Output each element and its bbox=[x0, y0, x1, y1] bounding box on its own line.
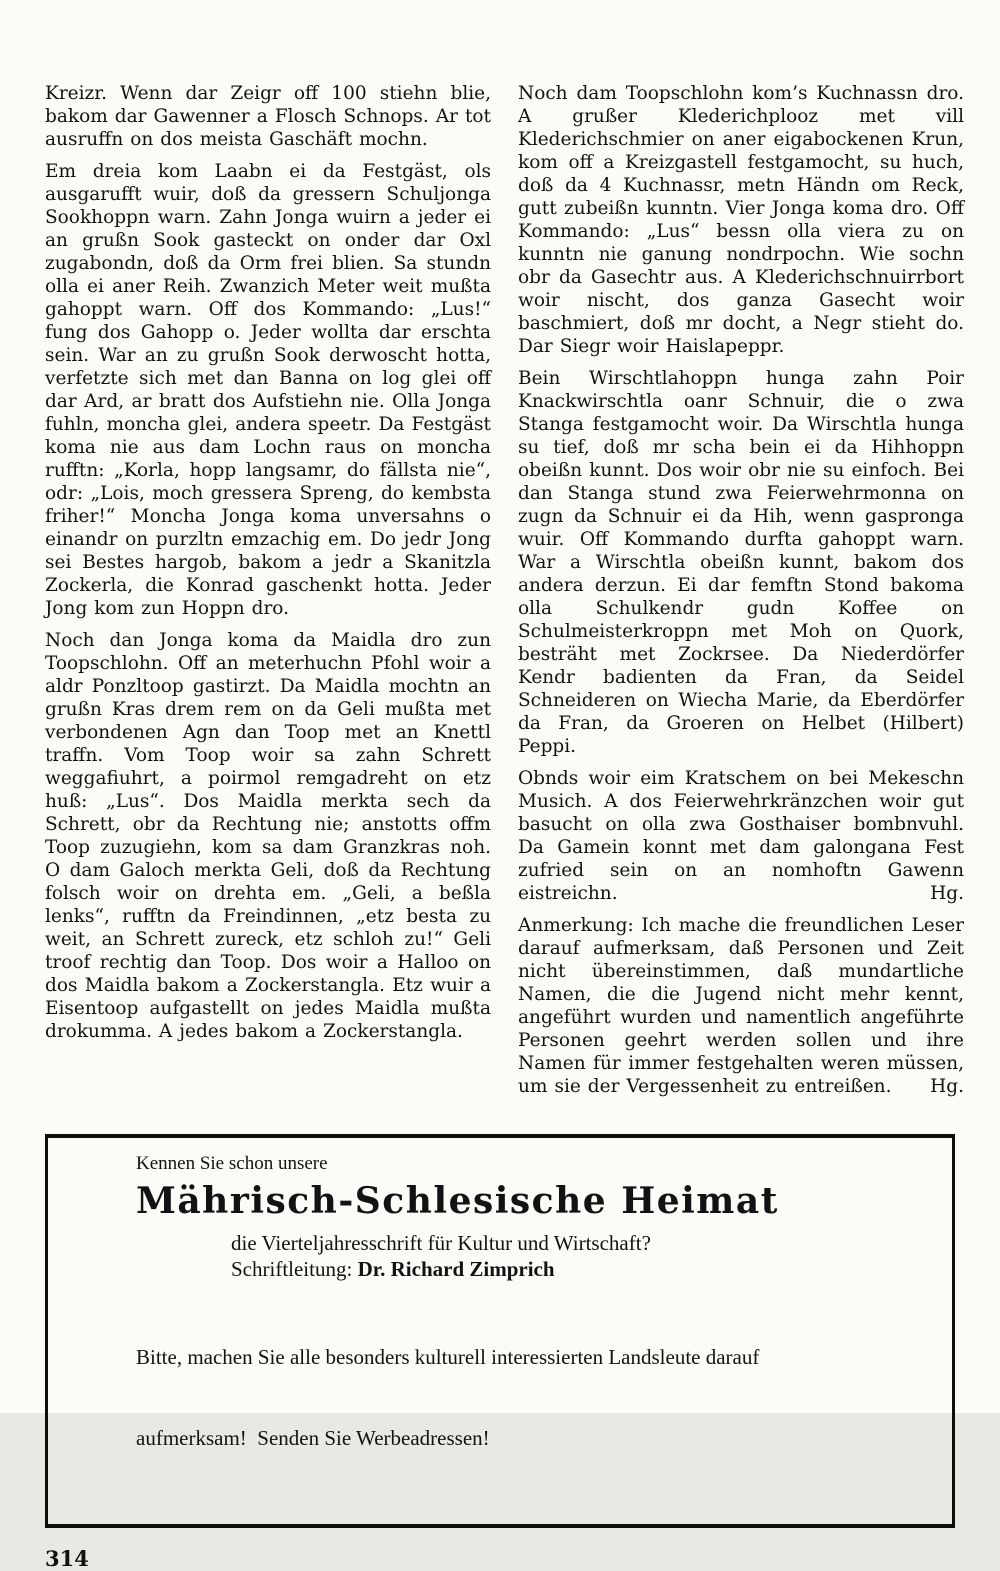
advertisement-box bbox=[45, 1134, 955, 1528]
paragraph-text: Obnds woir eim Kratschem on bei Mekeschn Musich. A dos Feierwehrkränzchen woir gut basucht on olla zwa Gosthaiser bombnvuhl. Da Gamein konnt met dam galongana Fest zufried sein on an nomhoftn Gawenn eistreichn. bbox=[518, 768, 964, 904]
ad-cta-line: Bitte, machen Sie alle besonders kulturell interessierten Landsleute darauf bbox=[136, 1345, 760, 1369]
ad-cta-line: aufmerksam! Senden Sie Werbeadressen! bbox=[136, 1426, 490, 1450]
ad-intro-line: Kennen Sie schon unsere bbox=[136, 1153, 328, 1174]
article-paragraph-signed bbox=[518, 914, 964, 1098]
article-paragraph: Kreizr. Wenn dar Zeigr off 100 stiehn blie, bakom dar Gawenner a Flosch Schnops. Ar tot ausruffn on dos meista Gaschäft mochn. bbox=[45, 83, 491, 150]
article-columns bbox=[45, 82, 964, 1098]
author-initials: Hg. bbox=[930, 883, 964, 904]
paragraph-text: Anmerkung: Ich mache die freundlichen Leser darauf aufmerksam, daß Personen und Zeit nicht übereinstimmen, daß mundartliche Namen, die die Jugend nicht mehr kennt, angeführt wurden und namentlich angeführte Personen geehrt werden sollen und ihre Namen für immer festgehalten weren müssen, um sie der Vergessenheit zu entreißen. bbox=[518, 915, 964, 1097]
ad-call-to-action bbox=[136, 1290, 922, 1506]
page-number: 314 bbox=[45, 1546, 89, 1571]
article-paragraph: Noch dam Toopschlohn kom’s Kuchnassn dro. A grußer Klederichplooz met vill Klederichschmier on aner eigabockenen Krun, kom off a Kreizgastell festgamocht, su huch, doß da 4 Kuchnassr, metn Händn om Reck, gutt zubeißn kunntn. Vier Jonga koma dro. Off Kommando: „Lus“ bessn olla viera zu on kunntn nie ganung nondrpochn. Wie sochn obr da Gasechtr aus. A Klederichschnuirrbort woir nischt, dos ganza Gasecht woir baschmiert, doß mr docht, a Negr stieht do. Dar Siegr woir Haislapeppr. bbox=[518, 83, 964, 357]
ad-editor-line bbox=[231, 1256, 922, 1282]
article-paragraph: Bein Wirschtlahoppn hunga zahn Poir Knackwirschtla oanr Schnuir, die o zwa Stanga festgamocht woir. Da Wirschtla hunga su tief, doß mr scha bein ei da Hihhoppn obeißn kunnt. Dos woir obr nie su einfoch. Bei dan Stanga stund zwa Feierwehrmonna on zugn da Schnuir ei da Hih, wenn gaspronga wuir. Off Kommando durfta gahoppt warn. War a Wirschtla obeißn kunnt, bakom dos andera derzun. Ei dar femftn Stond bakoma olla Schulkendr gudn Koffee on Schulmeisterkroppn met Moh on Quork, besträht met Zockrsee. Da Niederdörfer Kendr badienten da Fran, da Seidel Schneideren on Wiecha Marie, da Eberdörfer da Fran, da Groeren on Helbet (Hilbert) Peppi. bbox=[518, 368, 964, 757]
ad-subtitle-block bbox=[231, 1230, 922, 1282]
ad-subtitle: die Vierteljahresschrift für Kultur und Wirtschaft? bbox=[231, 1231, 651, 1255]
article-paragraph-signed bbox=[518, 767, 964, 905]
ad-editor-label: Schriftleitung: bbox=[231, 1257, 353, 1281]
article-paragraph: Em dreia kom Laabn ei da Festgäst, ols ausgarufft wuir, doß da gressern Schuljonga Sookhoppn warn. Zahn Jonga wuirn a jeder ei an grußn Sook gasteckt on onder dar Oxl zugabondn, doß da Orm frei blien. Sa stundn olla ei aner Reih. Zwanzich Meter weit mußta gahoppt warn. Off dos Kommando: „Lus!“ fung dos Gahopp o. Jeder wollta dar erschta sein. War an zu grußn Sook derwoscht hotta, verfetzte sich met dan Banna on log glei off dar Ard, ar bratt dos Aufstiehn nie. Olla Jonga fuhln, moncha glei, andera speetr. Da Festgäst koma nie aus dam Lochn raus on moncha rufftn: „Korla, hopp langsamr, do fällsta nie“, odr: „Lois, moch gressera Spreng, do kembsta friher!“ Moncha Jonga koma unversahns o einandr on purzltn emzachig em. Do jedr Jong sei Bestes hargob, bakom a jedr a Skanitzla Zockerla, die Konrad gaschenkt hotta. Jeder Jong kom zun Hoppn dro. bbox=[45, 161, 491, 619]
ad-editor-name: Dr. Richard Zimprich bbox=[357, 1257, 555, 1281]
left-column bbox=[45, 82, 491, 1098]
author-initials: Hg. bbox=[930, 1076, 964, 1097]
ad-title: Mährisch-Schlesische Heimat bbox=[136, 1180, 779, 1222]
right-column bbox=[518, 82, 964, 1098]
article-paragraph: Noch dan Jonga koma da Maidla dro zun Toopschlohn. Off an meterhuchn Pfohl woir a aldr Ponzltoop gastirzt. Da Maidla mochtn an grußn Kras drem rem on da Geli mußta met verbondenen Agn dan Toop met an Knettl traffn. Vom Toop woir sa zahn Schrett weggafiuhrt, a poirmol remgadreht on etz huß: „Lus“. Dos Maidla merkta sech da Schrett, obr da Rechtung nie; anstotts offm Toop zuzugiehn, kom sa dam Granzkras noh. O dam Galoch merkta Geli, doß da Rechtung folsch woir on drehta em. „Geli, a beßla lenks“, rufftn da Freindinnen, „etz besta zu weit, an Schrett zureck, etz schloh zu!“ Geli troof rechtig dan Toop. Dos woir a Halloo on dos Maidla bakom a Zockerstangla. Etz wuir a Eisentoop aufgastellt on jedes Maidla mußta drokumma. A jedes bakom a Zockerstangla. bbox=[45, 630, 491, 1042]
